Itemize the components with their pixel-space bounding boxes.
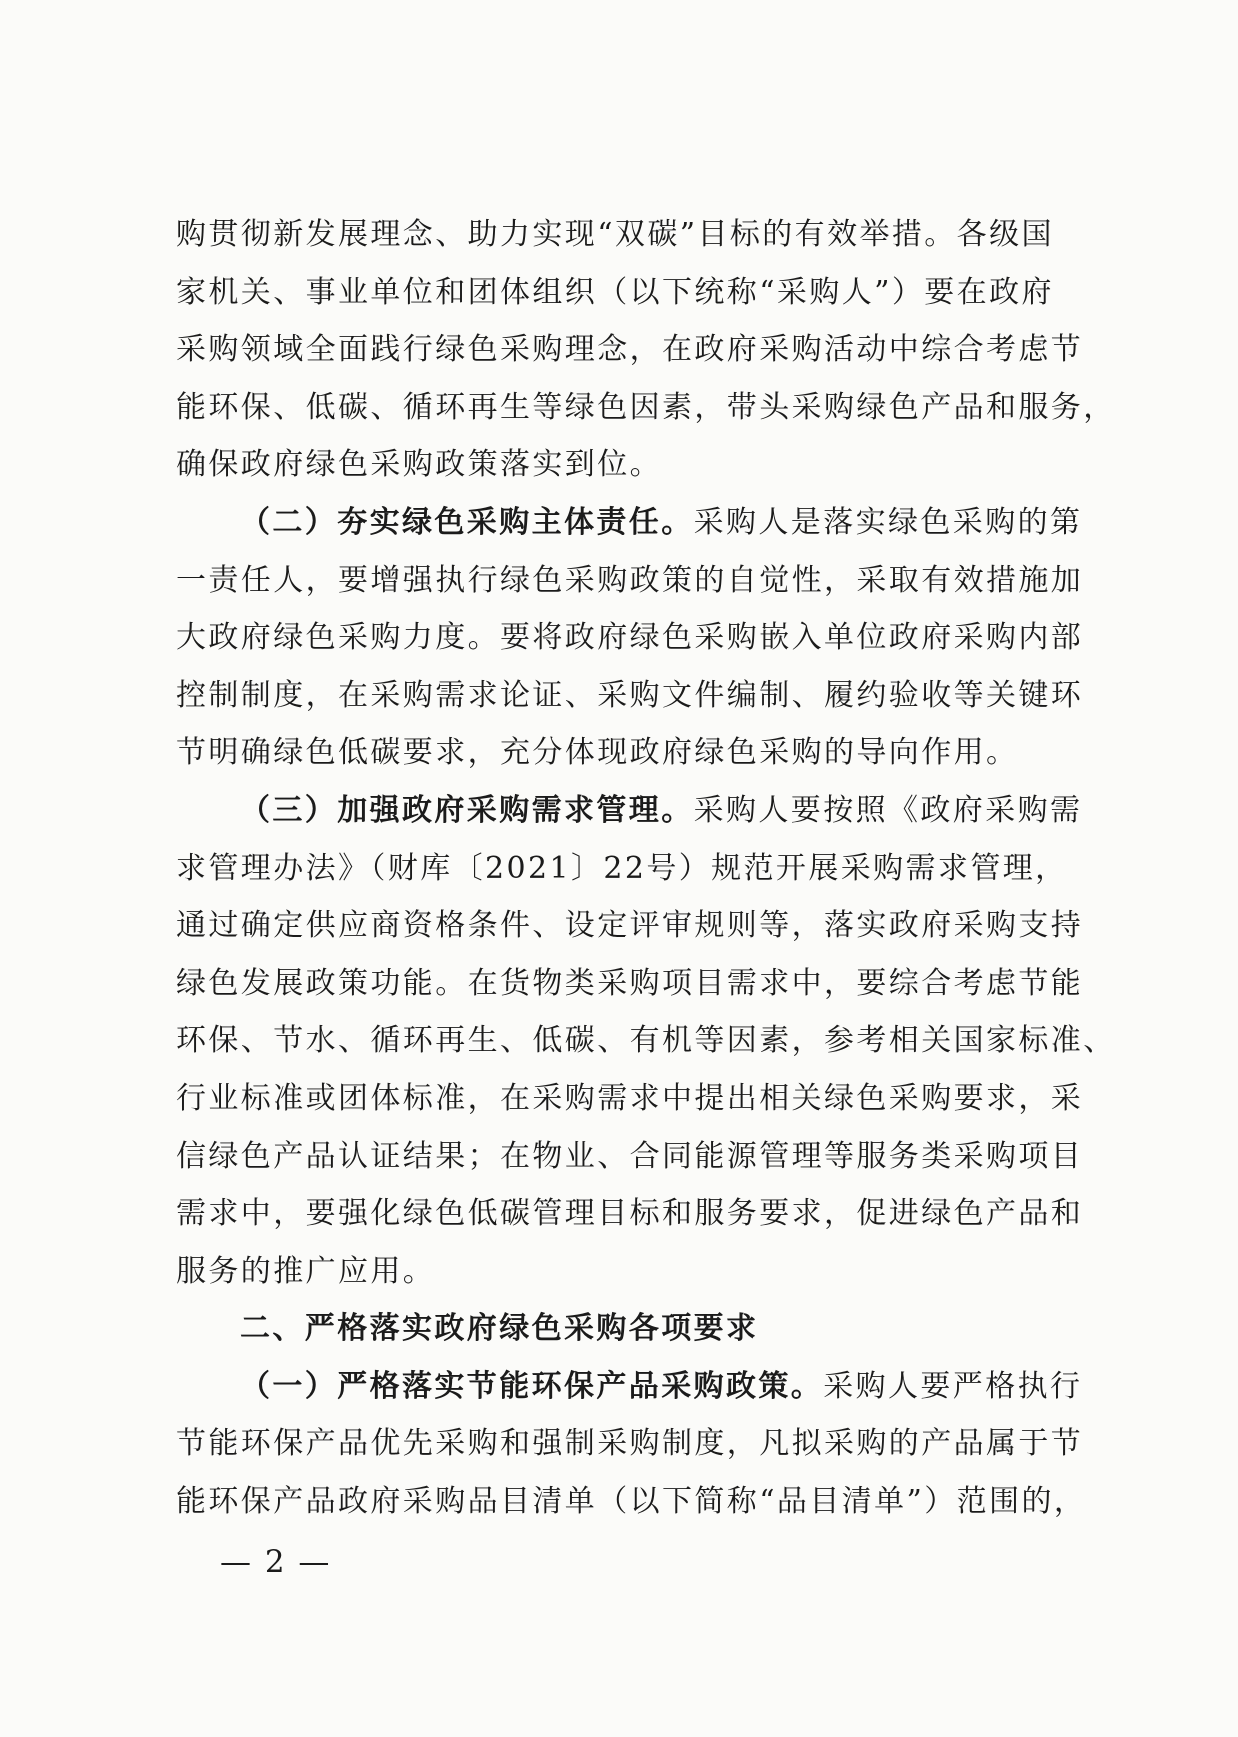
text-line: 服务的推广应用。 (176, 1253, 436, 1289)
text-line: 家机关、事业单位和团体组织（以下统称“采购人”）要在政府 (176, 274, 1054, 310)
text-line: 能环保产品政府采购品目清单（以下简称“品目清单”）范围的， (176, 1484, 1087, 1520)
paragraph-lead: （一）严格落实节能环保产品采购政策。 (240, 1368, 824, 1404)
paragraph-first-line (176, 782, 1083, 840)
text-line: 确保政府绿色采购政策落实到位。 (176, 447, 662, 483)
document-body (176, 206, 1116, 1531)
text-line: 采购领域全面践行绿色采购理念，在政府采购活动中综合考虑节 (176, 332, 1084, 368)
text-line: 环保、节水、循环再生、低碳、有机等因素，参考相关国家标准、 (176, 1023, 1116, 1059)
text-line: 绿色发展政策功能。在货物类采购项目需求中，要综合考虑节能 (176, 965, 1084, 1001)
text-line: 节明确绿色低碳要求，充分体现政府绿色采购的导向作用。 (176, 735, 1019, 771)
paragraph-lead: （三）加强政府采购需求管理。 (240, 792, 694, 828)
text-line: 节能环保产品优先采购和强制采购制度，凡拟采购的产品属于节 (176, 1426, 1084, 1462)
paragraph-first-line (176, 1358, 1083, 1416)
text-line: 需求中，要强化绿色低碳管理目标和服务要求，促进绿色产品和 (176, 1196, 1084, 1232)
paragraph-first-line (176, 494, 1083, 552)
text-line: 控制制度，在采购需求论证、采购文件编制、履约验收等关键环 (176, 677, 1084, 713)
paragraph-lead: （二）夯实绿色采购主体责任。 (240, 504, 694, 540)
text-run: 采购人要按照《政府采购需 (693, 792, 1083, 828)
text-line: 信绿色产品认证结果；在物业、合同能源管理等服务类采购项目 (176, 1138, 1084, 1174)
text-run: 采购人是落实绿色采购的第 (693, 504, 1083, 540)
page-number: — 2 — (220, 1544, 332, 1580)
text-run: 采购人要严格执行 (823, 1368, 1083, 1404)
text-line: 一责任人，要增强执行绿色采购政策的自觉性，采取有效措施加 (176, 562, 1084, 598)
section-heading: 二、严格落实政府绿色采购各项要求 (240, 1311, 759, 1347)
text-line: 求管理办法》（财库〔2021〕22号）规范开展采购需求管理， (176, 850, 1068, 886)
text-line: 能环保、低碳、循环再生等绿色因素，带头采购绿色产品和服务， (176, 389, 1116, 425)
text-line: 行业标准或团体标准，在采购需求中提出相关绿色采购要求，采 (176, 1080, 1084, 1116)
text-line: 通过确定供应商资格条件、设定评审规则等，落实政府采购支持 (176, 908, 1084, 944)
text-line: 购贯彻新发展理念、助力实现“双碳”目标的有效举措。各级国 (176, 217, 1054, 252)
text-line: 大政府绿色采购力度。要将政府绿色采购嵌入单位政府采购内部 (176, 620, 1084, 656)
